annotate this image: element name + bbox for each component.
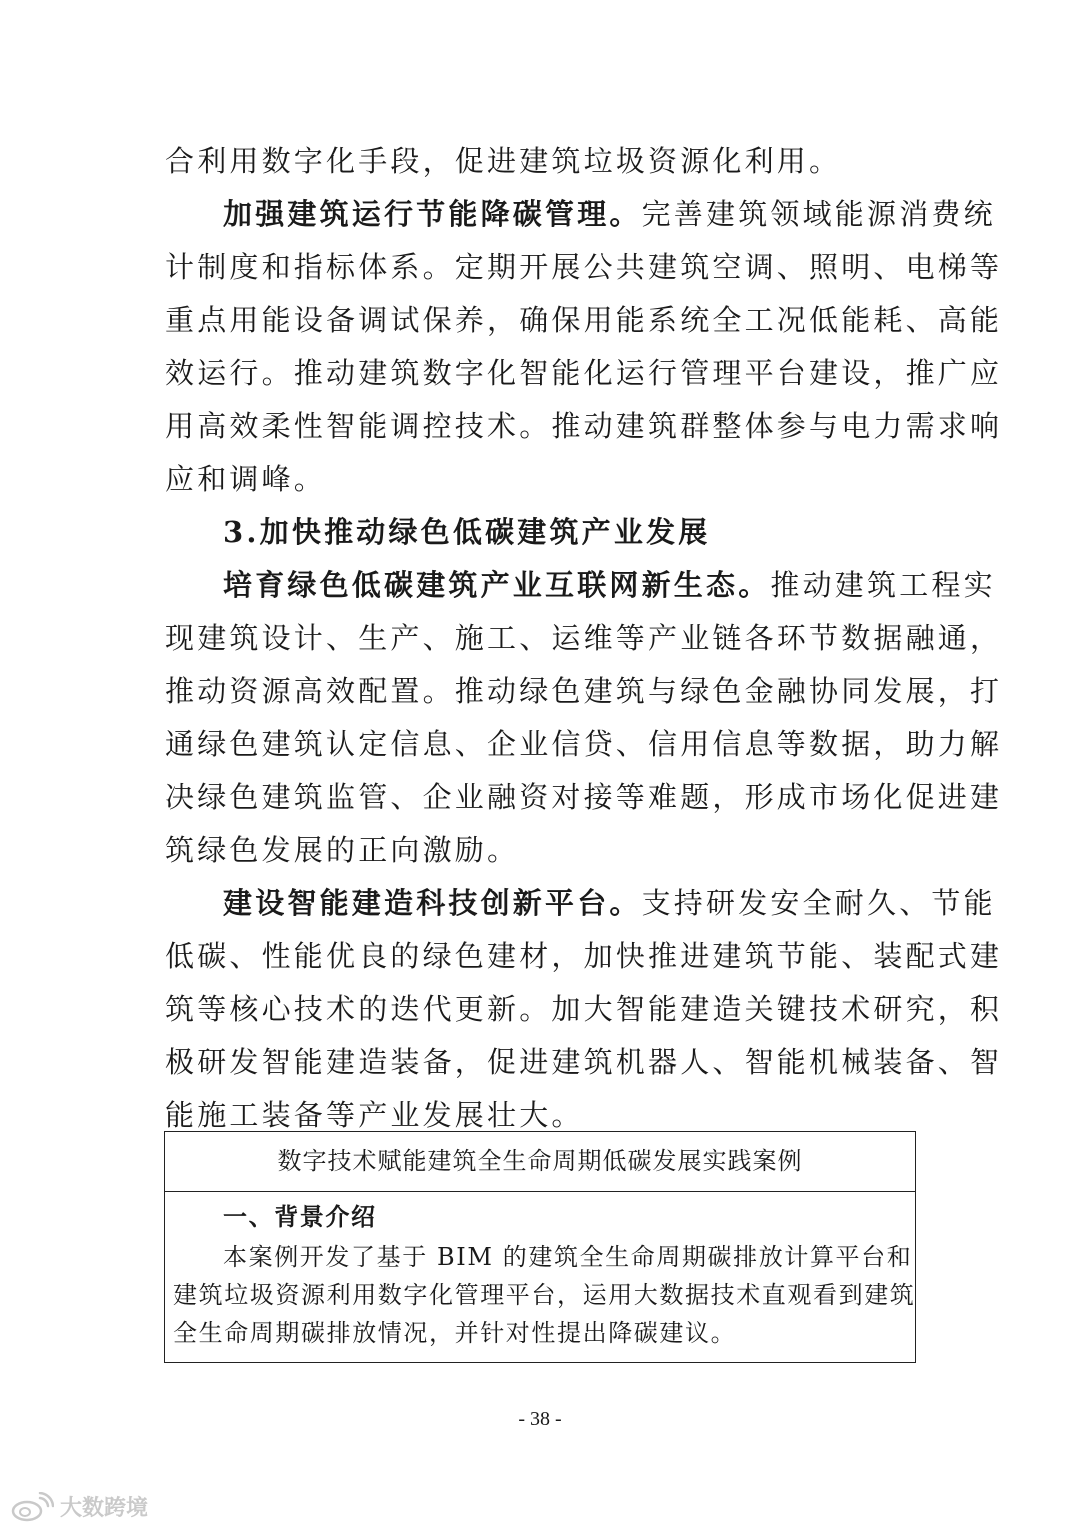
bold-lead: 加强建筑运行节能降碳管理。 [223,197,642,231]
paragraph-line: 能施工装备等产业发展壮大。 [165,1098,584,1132]
paragraph-line: 加强建筑运行节能降碳管理。完善建筑领域能源消费统 [223,197,996,231]
case-line: 建筑垃圾资源利用数字化管理平台，运用大数据技术直观看到建筑 [173,1281,916,1309]
paragraph-line: 建设智能建造科技创新平台。支持研发安全耐久、节能 [223,886,996,920]
case-line: 全生命周期碳排放情况，并针对性提出降碳建议。 [173,1319,737,1347]
paragraph-line: 现建筑设计、生产、施工、运维等产业链各环节数据融通， [165,621,1003,655]
weibo-logo-icon [10,1492,54,1522]
case-study-box [164,1131,916,1363]
page-number: - 38 - [518,1408,562,1430]
case-line: 本案例开发了基于 BIM 的建筑全生命周期碳排放计算平台和 [223,1243,913,1271]
case-study-title: 数字技术赋能建筑全生命周期低碳发展实践案例 [165,1132,915,1192]
paragraph-line: 用高效柔性智能调控技术。推动建筑群整体参与电力需求响 [165,409,1003,443]
bold-lead: 培育绿色低碳建筑产业互联网新生态。 [223,568,771,602]
paragraph-line: 筑等核心技术的迭代更新。加大智能建造关键技术研究，积 [165,992,1003,1026]
paragraph-line: 低碳、性能优良的绿色建材，加快推进建筑节能、装配式建 [165,939,1003,973]
paragraph-line: 通绿色建筑认定信息、企业信贷、信用信息等数据，助力解 [165,727,1003,761]
section-heading: 3.加快推动绿色低碳建筑产业发展 [223,515,711,549]
paragraph-line: 计制度和指标体系。定期开展公共建筑空调、照明、电梯等 [165,250,1003,284]
paragraph-line: 培育绿色低碳建筑产业互联网新生态。推动建筑工程实 [223,568,996,602]
case-section-heading: 一、背景介绍 [223,1202,377,1231]
paragraph-line: 重点用能设备调试保养，确保用能系统全工况低能耗、高能 [165,303,1003,337]
watermark [10,1491,148,1522]
paragraph-line: 筑绿色发展的正向激励。 [165,833,520,867]
paragraph-line: 决绿色建筑监管、企业融资对接等难题，形成市场化促进建 [165,780,1003,814]
paragraph-line: 合利用数字化手段，促进建筑垃圾资源化利用。 [165,144,842,178]
paragraph-line: 效运行。推动建筑数字化智能化运行管理平台建设，推广应 [165,356,1003,390]
watermark-text: 大数跨境 [60,1496,149,1521]
paragraph-line: 推动资源高效配置。推动绿色建筑与绿色金融协同发展，打 [165,674,1003,708]
paragraph-line: 应和调峰。 [165,462,327,496]
paragraph-line: 极研发智能建造装备，促进建筑机器人、智能机械装备、智 [165,1045,1003,1079]
bold-lead: 建设智能建造科技创新平台。 [223,886,642,920]
